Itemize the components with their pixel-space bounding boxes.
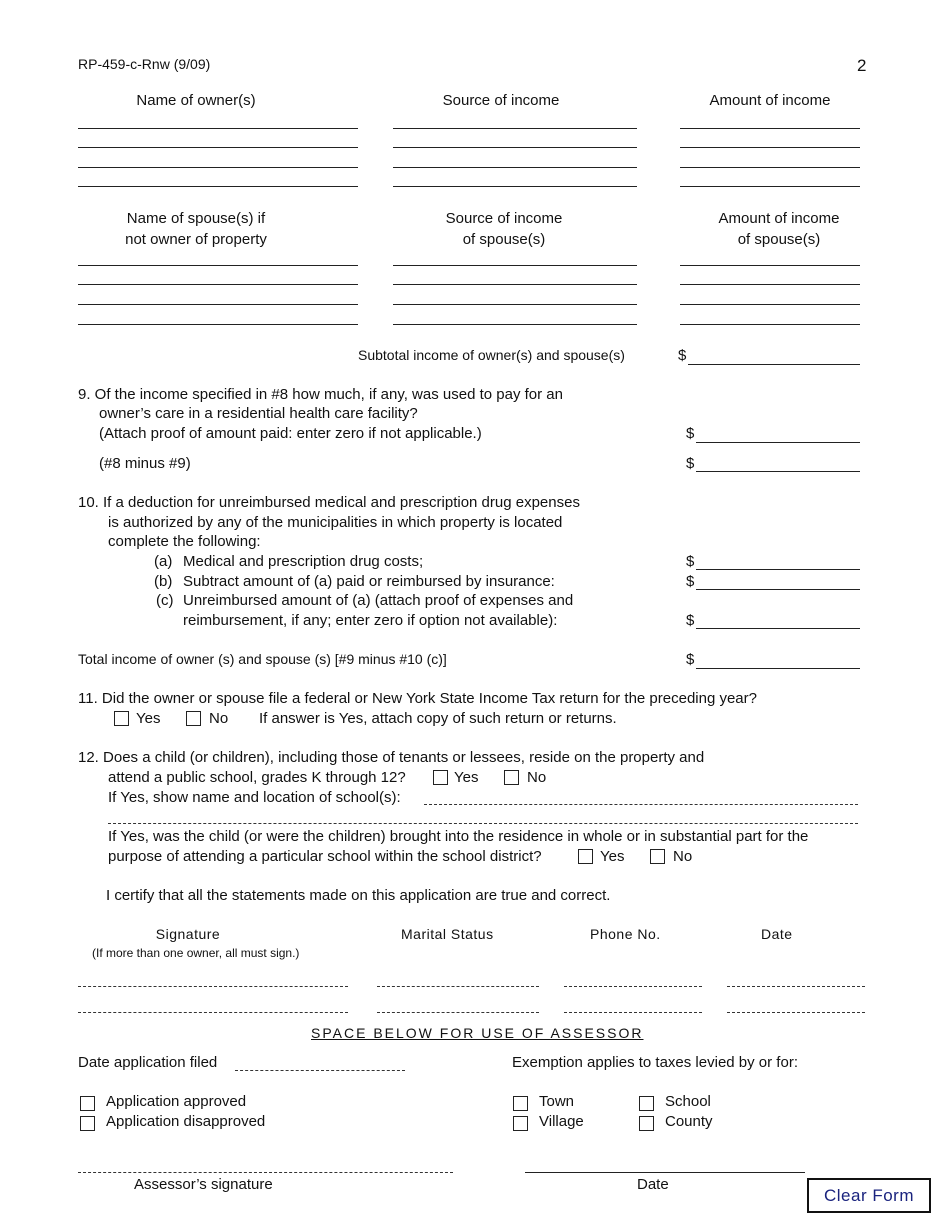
- town-checkbox[interactable]: [513, 1096, 528, 1111]
- q12-yes-checkbox[interactable]: [433, 770, 448, 785]
- q9-line1: 9. Of the income specified in #8 how much, if any, was used to pay for an: [78, 386, 563, 403]
- q12b-yes-label: Yes: [600, 848, 625, 865]
- school-name-field[interactable]: [424, 804, 858, 805]
- town-label: Town: [539, 1093, 575, 1110]
- q9-minus-dollar: $: [686, 455, 695, 472]
- q12-line5: purpose of attending a particular school within the school district?: [108, 848, 542, 865]
- approved-label: Application approved: [106, 1093, 247, 1110]
- q12b-no-checkbox[interactable]: [650, 849, 665, 864]
- spouse-amount-header: Amount of income of spouse(s): [718, 210, 840, 248]
- q12-line2: attend a public school, grades K through 12?: [108, 769, 406, 786]
- village-label: Village: [539, 1113, 584, 1130]
- q11-yes-checkbox[interactable]: [114, 711, 129, 726]
- school-location-field[interactable]: [108, 823, 858, 824]
- q9-line3: (Attach proof of amount paid: enter zero if not applicable.): [99, 425, 482, 442]
- q11-no-checkbox[interactable]: [186, 711, 201, 726]
- village-checkbox[interactable]: [513, 1116, 528, 1131]
- q9-line4: (#8 minus #9): [99, 455, 191, 472]
- signature-note: (If more than one owner, all must sign.): [92, 946, 300, 960]
- q10-c-field[interactable]: [696, 628, 860, 629]
- q10-a-dollar: $: [686, 553, 695, 570]
- q12-no-checkbox[interactable]: [504, 770, 519, 785]
- disapproved-label: Application disapproved: [106, 1113, 266, 1130]
- q10-c-dollar: $: [686, 612, 695, 629]
- q11-text: 11. Did the owner or spouse file a federal or New York State Income Tax return for the preceding year?: [78, 690, 757, 707]
- assessor-date-label: Date: [637, 1176, 669, 1193]
- county-checkbox[interactable]: [639, 1116, 654, 1131]
- q12-no-label: No: [527, 769, 547, 786]
- county-label: County: [665, 1113, 713, 1130]
- q10-line3: complete the following:: [108, 533, 261, 550]
- q12-yes-label: Yes: [454, 769, 479, 786]
- q10-line1: 10. If a deduction for unreimbursed medical and prescription drug expenses: [78, 494, 580, 511]
- school-label: School: [665, 1093, 711, 1110]
- spouse-name-header: Name of spouse(s) if not owner of property: [125, 210, 267, 248]
- q12-line3: If Yes, show name and location of school(s):: [108, 789, 401, 806]
- q10-a-field[interactable]: [696, 569, 860, 570]
- subtotal-field[interactable]: [688, 364, 860, 365]
- subtotal-dollar: $: [678, 347, 687, 364]
- q12b-yes-checkbox[interactable]: [578, 849, 593, 864]
- total-income-label: Total income of owner (s) and spouse (s) [#9 minus #10 (c)]: [78, 651, 447, 667]
- source-income-header: Source of income: [442, 92, 560, 109]
- q10-b-mark: (b): [154, 573, 173, 590]
- signature-header: Signature: [155, 926, 221, 942]
- q11-note: If answer is Yes, attach copy of such return or returns.: [259, 710, 617, 727]
- q9-line2: owner’s care in a residential health care facility?: [99, 405, 418, 422]
- q10-b-dollar: $: [686, 573, 695, 590]
- date-header: Date: [761, 926, 793, 942]
- total-income-field[interactable]: [696, 668, 860, 669]
- spouse-source-header: Source of income of spouse(s): [445, 210, 563, 248]
- q11-yes-label: Yes: [136, 710, 161, 727]
- q10-b-text: Subtract amount of (a) paid or reimbursed by insurance:: [183, 573, 555, 590]
- q10-line2: is authorized by any of the municipalities in which property is located: [108, 514, 563, 531]
- q11-no-label: No: [209, 710, 229, 727]
- page-number: 2: [857, 56, 867, 75]
- date-filed-label: Date application filed: [78, 1054, 218, 1071]
- q10-c-mark: (c): [156, 592, 174, 609]
- owner-name-header: Name of owner(s): [136, 92, 256, 109]
- marital-status-header: Marital Status: [401, 926, 494, 942]
- total-dollar: $: [686, 651, 695, 668]
- subtotal-label: Subtotal income of owner(s) and spouse(s): [358, 347, 625, 363]
- q9-minus-field[interactable]: [696, 471, 860, 472]
- school-checkbox[interactable]: [639, 1096, 654, 1111]
- phone-header: Phone No.: [590, 926, 661, 942]
- clear-form-button[interactable]: Clear Form: [807, 1178, 931, 1213]
- certify-statement: I certify that all the statements made on this application are true and correct.: [106, 887, 611, 904]
- q10-b-field[interactable]: [696, 589, 860, 590]
- q10-a-text: Medical and prescription drug costs;: [183, 553, 424, 570]
- approved-checkbox[interactable]: [80, 1096, 95, 1111]
- assessor-heading: SPACE BELOW FOR USE OF ASSESSOR: [311, 1025, 644, 1041]
- q12-line1: 12. Does a child (or children), including those of tenants or lessees, reside on the property and: [78, 749, 705, 766]
- q9-amount-field[interactable]: [696, 442, 860, 443]
- assessor-signature-label: Assessor’s signature: [134, 1176, 273, 1193]
- q10-c-text2: reimbursement, if any; enter zero if option not available):: [183, 612, 558, 629]
- amount-income-header: Amount of income: [709, 92, 831, 109]
- q10-a-mark: (a): [154, 553, 173, 570]
- q10-c-text1: Unreimbursed amount of (a) (attach proof of expenses and: [183, 592, 574, 609]
- disapproved-checkbox[interactable]: [80, 1116, 95, 1131]
- q12-line4: If Yes, was the child (or were the children) brought into the residence in whole or in substantial part for the: [108, 828, 809, 845]
- exemption-applies-label: Exemption applies to taxes levied by or for:: [512, 1054, 798, 1071]
- assessor-signature-field[interactable]: [78, 1172, 453, 1173]
- form-id: RP-459-c-Rnw (9/09): [78, 56, 211, 72]
- q9-dollar: $: [686, 425, 695, 442]
- q12b-no-label: No: [673, 848, 693, 865]
- assessor-date-field[interactable]: [525, 1172, 805, 1173]
- date-filed-field[interactable]: [235, 1070, 405, 1071]
